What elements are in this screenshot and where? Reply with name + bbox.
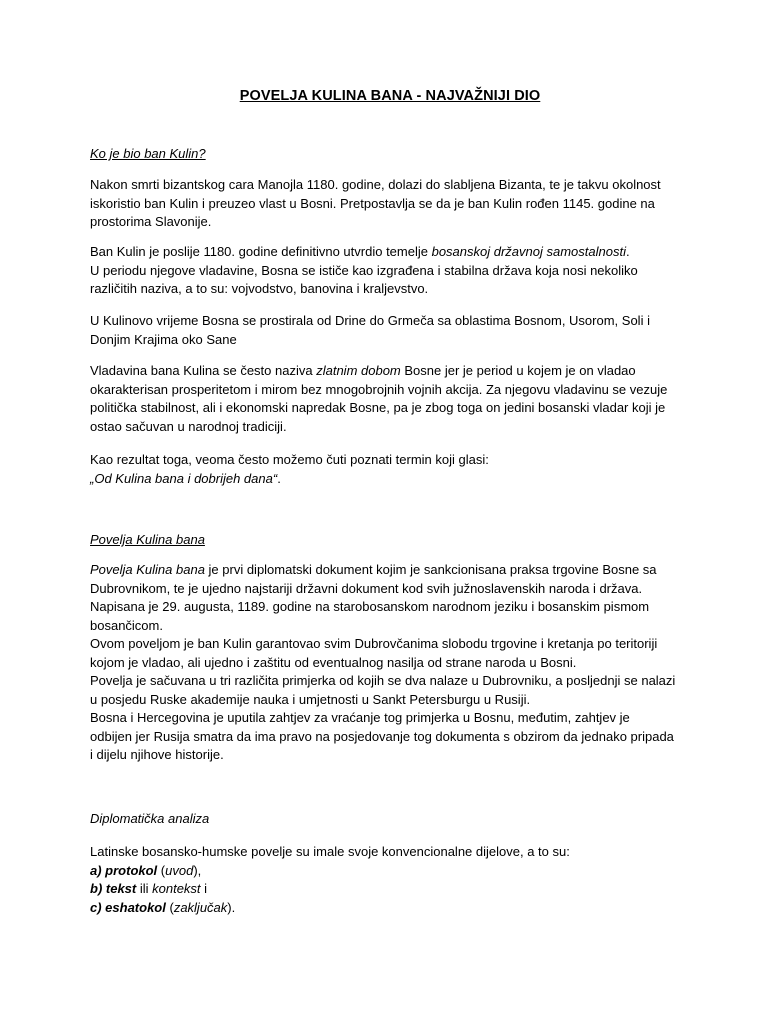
- paragraph-line: bosančicom.: [90, 617, 163, 633]
- paragraph-line: okarakterisan prosperitetom i mirom bez mnogobrojnih vojnih akcija. Za njegovu vladavinu se vezuje: [90, 381, 668, 397]
- text-run: ),: [193, 862, 202, 878]
- text-run: Ban Kulin je poslije 1180. godine definitivno utvrdio temelje: [90, 244, 432, 259]
- paragraph-line: različitih naziva, a to su: vojvodstvo, banovina i kraljevstvo.: [90, 281, 429, 296]
- emphasis-text: bosanskoj državnoj samostalnosti: [431, 244, 626, 259]
- text-run: ).: [227, 899, 236, 915]
- paragraph-1: [90, 176, 690, 232]
- text-run: .: [277, 470, 281, 486]
- paragraph-diplomaticka: [90, 843, 690, 917]
- list-label: b) tekst: [90, 881, 137, 896]
- paragraph-3: [90, 312, 690, 349]
- list-label: a) protokol: [90, 862, 158, 878]
- paragraph-line: [90, 470, 690, 489]
- paragraph-line: U periodu njegove vladavine, Bosna se ističe kao izgrađena i stabilna država koja nosi nekoliko: [90, 262, 638, 278]
- paragraph-line: i dijelu njihove historije.: [90, 747, 224, 762]
- paragraph-line: Nakon smrti bizantskog cara Manojla 1180. godine, dolazi do slabljena Bizanta, te je takvu okolnost: [90, 177, 661, 192]
- emphasis-text: kontekst: [152, 881, 201, 896]
- emphasis-text: zaključak: [173, 899, 228, 915]
- paragraph-line: Dubrovnikom, te je ujedno najstariji državni dokument kod svih južnoslavenskih naroda i država.: [90, 580, 643, 596]
- text-run: .: [625, 244, 630, 259]
- paragraph-line: prostorima Slavonije.: [90, 214, 212, 229]
- text-run: je prvi diplomatski dokument kojim je sankcionisana praksa trgovine Bosne sa: [204, 562, 657, 577]
- section-heading-ko-je-bio: Ko je bio ban Kulin?: [90, 146, 206, 161]
- text-run: (: [157, 862, 166, 878]
- list-item-c: [90, 899, 690, 918]
- paragraph-line: Kao rezultat toga, veoma često možemo čuti poznati termin koji glasi:: [90, 452, 489, 467]
- paragraph-4: [90, 362, 690, 436]
- paragraph-povelja: [90, 561, 690, 765]
- paragraph-line: U Kulinovo vrijeme Bosna se prostirala od Drine do Grmeča sa oblastima Bosnom, Usorom, Soli i: [90, 313, 650, 328]
- emphasis-text: uvod: [165, 862, 194, 878]
- list-item-b: [90, 880, 690, 899]
- emphasis-text: Povelja Kulina bana: [90, 562, 205, 577]
- text-run: Vladavina bana Kulina se često naziva: [90, 363, 317, 378]
- paragraph-line: u posjedu Ruske akademije nauka i umjetnosti u Sankt Petersburgu u Rusiji.: [90, 691, 531, 707]
- emphasis-text: zlatnim dobom: [316, 363, 401, 378]
- section-heading-povelja: Povelja Kulina bana: [90, 532, 205, 547]
- paragraph-line: iskoristio ban Kulin i preuzeo vlast u Bosni. Pretpostavlja se da je ban Kulin rođen 1145. godine na: [90, 195, 655, 211]
- paragraph-line: [90, 362, 690, 381]
- paragraph-line: kojom je vladao, ali ujedno i zaštitu od eventualnog nasilja od strane naroda u Bosni.: [90, 654, 577, 670]
- paragraph-line: Ovom poveljom je ban Kulin garantovao svim Dubrovčanima slobodu trgovine i kretanja po teritoriji: [90, 636, 658, 651]
- text-run: Bosne jer je period u kojem je on vladao: [400, 363, 636, 378]
- paragraph-line: ostao sačuvan u narodnoj tradiciji.: [90, 418, 287, 434]
- paragraph-line: odbijen jer Rusija smatra da ima pravo na posjedovanje tog dokumenta s obzirom da jednako pripada: [90, 728, 674, 744]
- text-run: ili: [136, 881, 153, 896]
- paragraph-line: Bosna i Hercegovina je uputila zahtjev za vraćanje tog primjerka u Bosnu, međutim, zahtjev je: [90, 710, 630, 725]
- paragraph-line: politička stabilnost, ali i ekonomski napredak Bosne, pa je zbog toga on jedini bosanski vladar koji je: [90, 400, 666, 415]
- paragraph-line: Donjim Krajima oko Sane: [90, 331, 237, 347]
- section-heading-diplomaticka: Diplomatička analiza: [90, 811, 210, 826]
- paragraph-line: Povelja je sačuvana u tri različita primjerka od kojih se dva nalaze u Dubrovniku, a posljednji se nalazi: [90, 673, 676, 688]
- paragraph-line: [90, 561, 690, 580]
- paragraph-5: [90, 451, 690, 488]
- paragraph-2: [90, 243, 690, 299]
- paragraph-line: Napisana je 29. augusta, 1189. godine na starobosanskom narodnom jeziku i bosanskim pismom: [90, 599, 650, 614]
- list-item-a: [90, 862, 690, 881]
- list-label: c) eshatokol: [90, 899, 166, 915]
- text-run: i: [200, 881, 208, 896]
- paragraph-line: [90, 243, 690, 262]
- document-title: POVELJA KULINA BANA - NAJVAŽNIJI DIO: [239, 88, 541, 104]
- paragraph-line: Latinske bosansko-humske povelje su imale svoje konvencionalne dijelove, a to su:: [90, 844, 570, 859]
- quote-text: „Od Kulina bana i dobrijeh dana“: [90, 470, 278, 486]
- text-run: (: [165, 899, 174, 915]
